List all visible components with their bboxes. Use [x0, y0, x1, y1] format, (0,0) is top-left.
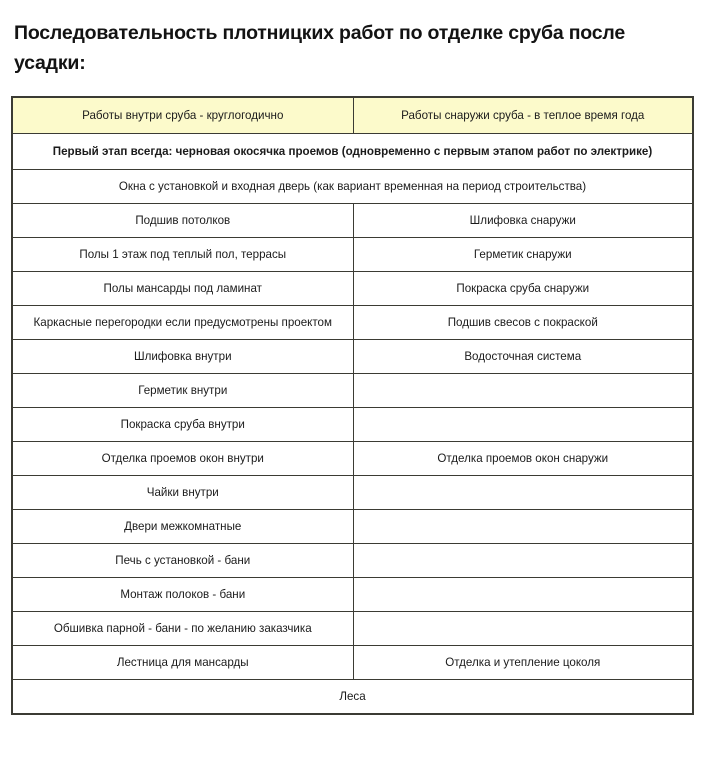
table-row	[12, 578, 693, 612]
cell-outside-work: Отделка проемов окон снаружи	[353, 442, 693, 476]
cell-inside-work: Отделка проемов окон внутри	[12, 442, 353, 476]
cell-outside-work: Шлифовка снаружи	[353, 204, 693, 238]
cell-outside-work: Отделка и утепление цоколя	[353, 646, 693, 680]
column-header-inside: Работы внутри сруба - круглогодично	[12, 97, 353, 134]
cell-outside-empty	[353, 476, 693, 510]
cell-inside-work: Чайки внутри	[12, 476, 353, 510]
page-title: Последовательность плотницких работ по отделке сруба после усадки:	[14, 22, 625, 74]
table-row	[12, 612, 693, 646]
cell-inside-work: Лестница для мансарды	[12, 646, 353, 680]
cell-outside-work: Подшив свесов с покраской	[353, 306, 693, 340]
table-row	[12, 238, 693, 272]
table-header-row	[12, 97, 693, 134]
cell-inside-work: Обшивка парной - бани - по желанию заказчика	[12, 612, 353, 646]
table-row	[12, 170, 693, 204]
cell-inside-work: Монтаж полоков - бани	[12, 578, 353, 612]
cell-inside-work: Полы мансарды под ламинат	[12, 272, 353, 306]
table-row	[12, 476, 693, 510]
cell-outside-work: Покраска сруба снаружи	[353, 272, 693, 306]
cell-outside-empty	[353, 510, 693, 544]
cell-outside-empty	[353, 408, 693, 442]
full-width-cell: Леса	[12, 680, 693, 715]
stage-note-cell: Первый этап всегда: черновая окосячка проемов (одновременно с первым этапом работ по электрике)	[12, 134, 693, 170]
works-table-container	[11, 96, 692, 715]
table-row	[12, 510, 693, 544]
cell-outside-empty	[353, 374, 693, 408]
table-row	[12, 408, 693, 442]
cell-inside-work: Печь с установкой - бани	[12, 544, 353, 578]
cell-outside-empty	[353, 544, 693, 578]
table-row	[12, 646, 693, 680]
cell-outside-work: Водосточная система	[353, 340, 693, 374]
cell-inside-work: Полы 1 этаж под теплый пол, террасы	[12, 238, 353, 272]
table-row	[12, 134, 693, 170]
table-row	[12, 306, 693, 340]
cell-outside-work: Герметик снаружи	[353, 238, 693, 272]
cell-inside-work: Шлифовка внутри	[12, 340, 353, 374]
full-width-cell: Окна с установкой и входная дверь (как вариант временная на период строительства)	[12, 170, 693, 204]
cell-inside-work: Покраска сруба внутри	[12, 408, 353, 442]
column-header-outside: Работы снаружи сруба - в теплое время года	[353, 97, 693, 134]
works-schedule-table	[11, 96, 694, 715]
table-row	[12, 544, 693, 578]
cell-inside-work: Подшив потолков	[12, 204, 353, 238]
table-row	[12, 340, 693, 374]
cell-inside-work: Каркасные перегородки если предусмотрены проектом	[12, 306, 353, 340]
table-row	[12, 680, 693, 715]
cell-inside-work: Двери межкомнатные	[12, 510, 353, 544]
table-row	[12, 374, 693, 408]
works-table-body	[12, 97, 693, 714]
cell-outside-empty	[353, 578, 693, 612]
table-row	[12, 204, 693, 238]
table-row	[12, 272, 693, 306]
cell-inside-work: Герметик внутри	[12, 374, 353, 408]
cell-outside-empty	[353, 612, 693, 646]
table-row	[12, 442, 693, 476]
